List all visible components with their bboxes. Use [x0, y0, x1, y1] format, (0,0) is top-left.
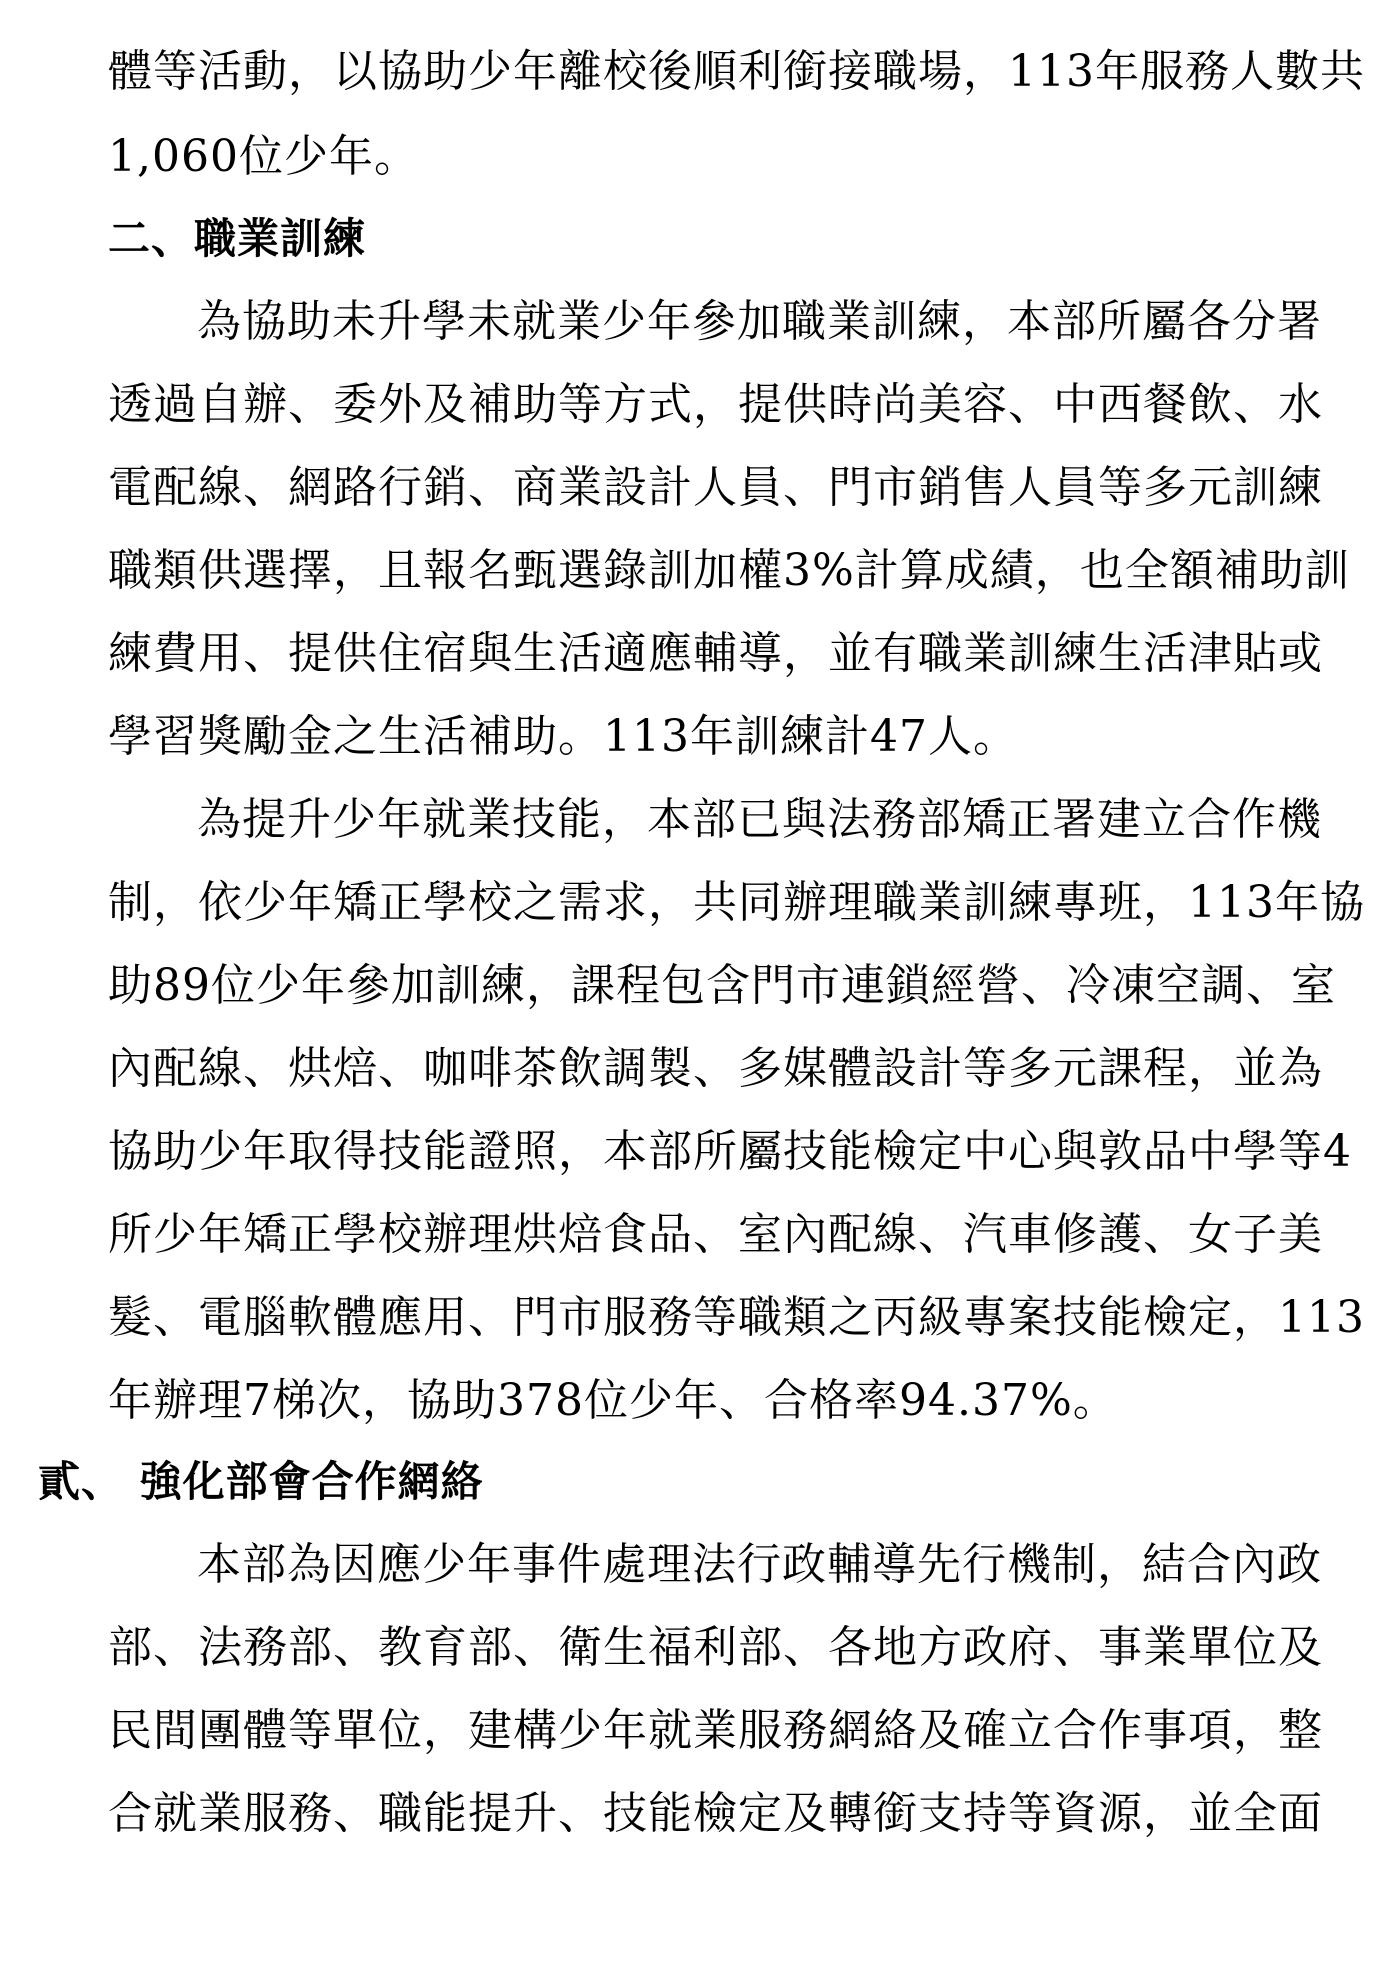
text-line: 內配線、烘焙、咖啡茶飲調製、多媒體設計等多元課程，並為 — [108, 1043, 1323, 1094]
text-line: 助89位少年參加訓練，課程包含門市連鎖經營、冷凍空調、室 — [108, 960, 1336, 1011]
text-line: 職類供選擇，且報名甄選錄訓加權3%計算成績，也全額補助訓 — [108, 545, 1350, 596]
text-line: 所少年矯正學校辦理烘焙食品、室內配線、汽車修護、女子美 — [108, 1209, 1323, 1260]
text-line: 民間團體等單位，建構少年就業服務網絡及確立合作事項，整 — [108, 1705, 1323, 1756]
text-line: 1,060位少年。 — [108, 131, 419, 182]
text-line: 部、法務部、教育部、衛生福利部、各地方政府、事業單位及 — [108, 1622, 1323, 1673]
text-line: 為協助未升學未就業少年參加職業訓練，本部所屬各分署 — [197, 296, 1322, 347]
text-line: 體等活動，以協助少年離校後順利銜接職場，113年服務人數共 — [108, 46, 1365, 97]
text-line: 髮、電腦軟體應用、門市服務等職類之丙級專案技能檢定，113 — [108, 1292, 1365, 1343]
text-line: 透過自辦、委外及補助等方式，提供時尚美容、中西餐飲、水 — [108, 379, 1323, 430]
text-line: 練費用、提供住宿與生活適應輔導，並有職業訓練生活津貼或 — [108, 628, 1323, 679]
text-line: 協助少年取得技能證照，本部所屬技能檢定中心與敦品中學等4 — [108, 1126, 1352, 1177]
text-line: 學習獎勵金之生活補助。113年訓練計47人。 — [108, 711, 1018, 762]
text-line: 合就業服務、職能提升、技能檢定及轉銜支持等資源，並全面 — [108, 1788, 1323, 1839]
text-line: 制，依少年矯正學校之需求，共同辦理職業訓練專班，113年協 — [108, 877, 1365, 928]
text-line: 為提升少年就業技能，本部已與法務部矯正署建立合作機 — [197, 794, 1322, 845]
text-line: 本部為因應少年事件處理法行政輔導先行機制，結合內政 — [197, 1539, 1322, 1590]
text-line: 電配線、網路行銷、商業設計人員、門市銷售人員等多元訓練 — [108, 462, 1323, 513]
section-heading-ministry-cooperation: 貳、 強化部會合作網絡 — [38, 1457, 484, 1506]
section-heading-vocational-training: 二、職業訓練 — [108, 214, 367, 263]
text-line: 年辦理7梯次，協助378位少年、合格率94.37%。 — [108, 1375, 1118, 1426]
